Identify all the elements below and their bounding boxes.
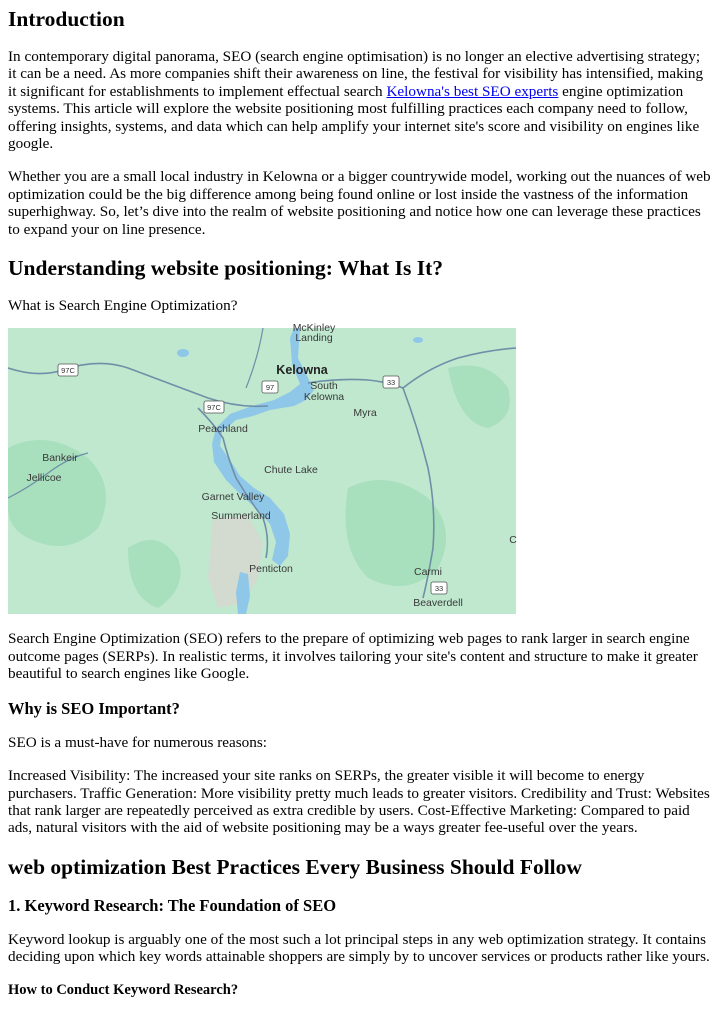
- label-chute-lake: Chute Lake: [264, 464, 318, 477]
- svg-text:33: 33: [386, 378, 396, 388]
- shield-33-north-icon: [383, 376, 399, 388]
- seo-definition: Search Engine Optimization (SEO) refers to the prepare of optimizing web pages to rank larger in search engine outcome pages (SERPs). In realistic terms, it involves tailoring your site's content and structure to make it greater beautiful to search engines like Google.: [8, 630, 698, 683]
- label-myra: Myra: [353, 407, 377, 420]
- introduction-heading: Introduction: [8, 7, 125, 31]
- why-seo-heading: Why is SEO Important?: [8, 698, 180, 718]
- intro-paragraph-2: Whether you are a small local industry in Kelowna or a bigger countrywide model, working out the nuances of web optimization could be the big difference among being found online or lost inside the vastness of the information superhighway. So, let’s dive into the realm of website positioning and notice how one can leverage these practices to expand your on line presence.: [8, 168, 711, 238]
- label-jellicoe: Jellicoe: [26, 472, 62, 485]
- label-peachland: Peachland: [198, 423, 248, 436]
- shield-97c-west-icon: [58, 364, 78, 376]
- intro-text-after-link: engine optimization systems. This article will explore the website positioning most fulfilling practices each company need to follow, offering insights, systems, and data which can help amplify your internet site's score and visibility on engines like google.: [8, 82, 700, 153]
- label-south: South: [310, 380, 338, 393]
- label-garnet-valley: Garnet Valley: [201, 491, 265, 504]
- label-penticton: Penticton: [249, 563, 293, 576]
- label-bankeir: Bankeir: [42, 452, 78, 465]
- svg-text:97: 97: [265, 383, 275, 393]
- label-mckinley: McKinley: [292, 322, 336, 335]
- seo-experts-link[interactable]: Kelowna's best SEO experts: [386, 82, 559, 100]
- keyword-research-text: Keyword lookup is arguably one of the most such a lot principal steps in any web optimization strategy. It contains deciding upon which key words attainable shoppers are simply by to uncover services or products rather like yours.: [8, 930, 710, 966]
- svg-text:33: 33: [434, 584, 444, 594]
- label-kelowna: Kelowna: [276, 363, 328, 378]
- shield-97-icon: [262, 381, 278, 393]
- label-carmi: Carmi: [414, 566, 442, 579]
- why-seo-intro: SEO is a must-have for numerous reasons:: [8, 733, 267, 751]
- label-landing: Landing: [295, 332, 333, 345]
- kelowna-area-map[interactable]: [8, 322, 517, 614]
- label-south-kelowna: Kelowna: [303, 391, 345, 404]
- keyword-research-heading: 1. Keyword Research: The Foundation of SEO: [8, 895, 337, 915]
- map-small-lake-2: [413, 337, 423, 343]
- map-small-lake-1: [177, 349, 189, 357]
- label-beaverdell: Beaverdell: [413, 597, 463, 610]
- label-edge-c: C: [509, 534, 517, 547]
- shield-33-south-icon: [431, 582, 447, 594]
- svg-text:97C: 97C: [61, 366, 75, 376]
- how-to-keyword-research-heading: How to Conduct Keyword Research?: [8, 981, 239, 998]
- why-seo-reasons: Increased Visibility: The increased your site ranks on SERPs, the greater visible it will become to energy purchasers. Traffic Generation: More visibility pretty much leads to greater visitors. Credibility and Trust: Websites that rank larger are repeatedly perceived as extra credible by users. Cost-Effective Marketing: Compared to paid ads, natural visitors with the aid of website positioning may be a ways greater fee-useful over the years.: [8, 767, 710, 837]
- article: [0, 7, 720, 999]
- seo-question: What is Search Engine Optimization?: [8, 297, 238, 315]
- shield-97c-east-icon: [204, 401, 224, 413]
- label-summerland: Summerland: [211, 510, 271, 523]
- best-practices-heading: web optimization Best Practices Every Business Should Follow: [8, 854, 582, 879]
- svg-text:97C: 97C: [207, 403, 221, 413]
- intro-paragraph-1: [8, 48, 712, 152]
- map-image: [8, 322, 517, 614]
- intro-text-before-link: In contemporary digital panorama, SEO (search engine optimisation) is no longer an elective advertising strategy; it can be a need. As more companies shift their awareness on line, the festival for visibility has intensified, making it significant for establishments to implement effectual search: [8, 48, 704, 100]
- understanding-heading: Understanding website positioning: What Is It?: [8, 256, 444, 281]
